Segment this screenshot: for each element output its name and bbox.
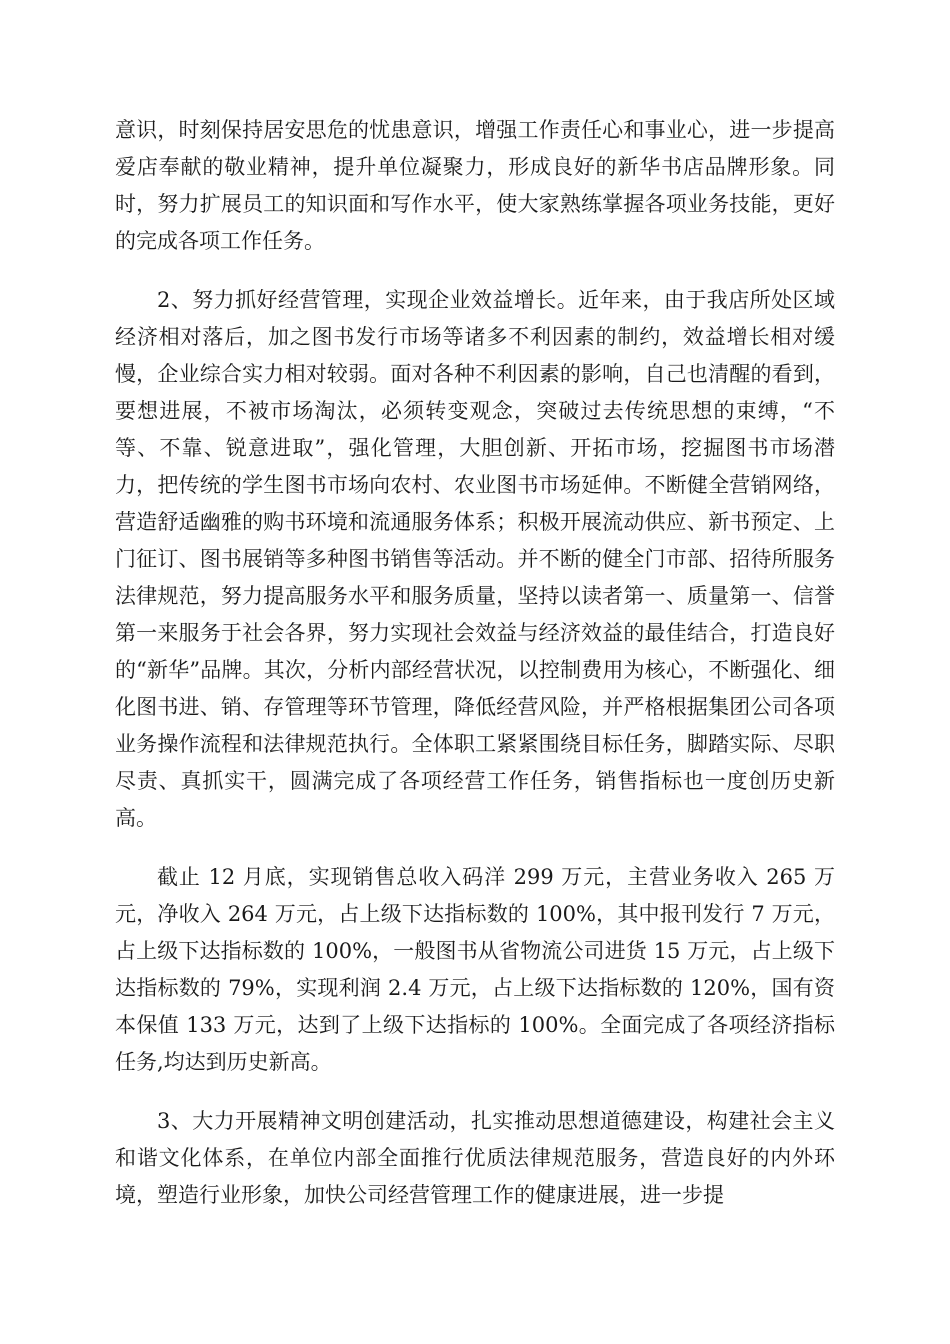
paragraph-sales-figures: 截止 12 月底，实现销售总收入码洋 299 万元，主营业务收入 265 万元，净收入 264 万元，占上级下达指标数的 100%，其中报刊发行 7 万元，占上级下达指标数的 100%，一般图书从省物流公司进货 15 万元，占上级下达指标数的 79%，实现利润 2.4 万元，占上级下达指标数的 120%，国有资本保值 133 万元，达到了上级下达指标的 100%。全面完成了各项经济指标任务,均达到历史新高。 bbox=[115, 865, 835, 1074]
document-body bbox=[115, 112, 835, 1236]
paragraph-continuation: 意识，时刻保持居安思危的忧患意识，增强工作责任心和事业心，进一步提高爱店奉献的敬业精神，提升单位凝聚力，形成良好的新华书店品牌形象。同时，努力扩展员工的知识面和写作水平，使大家熟练掌握各项业务技能，更好的完成各项工作任务。 bbox=[115, 118, 835, 253]
paragraph-item-2: 2、努力抓好经营管理，实现企业效益增长。近年来，由于我店所处区域经济相对落后，加之图书发行市场等诸多不利因素的制约，效益增长相对缓慢，企业综合实力相对较弱。面对各种不利因素的影响，自己也清醒的看到，要想进展，不被市场淘汰，必须转变观念，突破过去传统思想的束缚，“不等、不靠、锐意进取”，强化管理，大胆创新、开拓市场，挖掘图书市场潜力，把传统的学生图书市场向农村、农业图书市场延伸。不断健全营销网络，营造舒适幽雅的购书环境和流通服务体系；积极开展流动供应、新书预定、上门征订、图书展销等多种图书销售等活动。并不断的健全门市部、招待所服务法律规范，努力提高服务水平和服务质量，坚持以读者第一、质量第一、信誉第一来服务于社会各界，努力实现社会效益与经济效益的最佳结合，打造良好的“新华”品牌。其次，分析内部经营状况，以控制费用为核心，不断强化、细化图书进、销、存管理等环节管理，降低经营风险，并严格根据集团公司各项业务操作流程和法律规范执行。全体职工紧紧围绕目标任务，脚踏实际、尽职尽责、真抓实干，圆满完成了各项经营工作任务，销售指标也一度创历史新高。 bbox=[115, 288, 835, 830]
paragraph-item-3: 3、大力开展精神文明创建活动，扎实推动思想道德建设，构建社会主义和谐文化体系，在单位内部全面推行优质法律规范服务，营造良好的内外环境，塑造行业形象，加快公司经营管理工作的健康进展，进一步提 bbox=[115, 1109, 835, 1207]
